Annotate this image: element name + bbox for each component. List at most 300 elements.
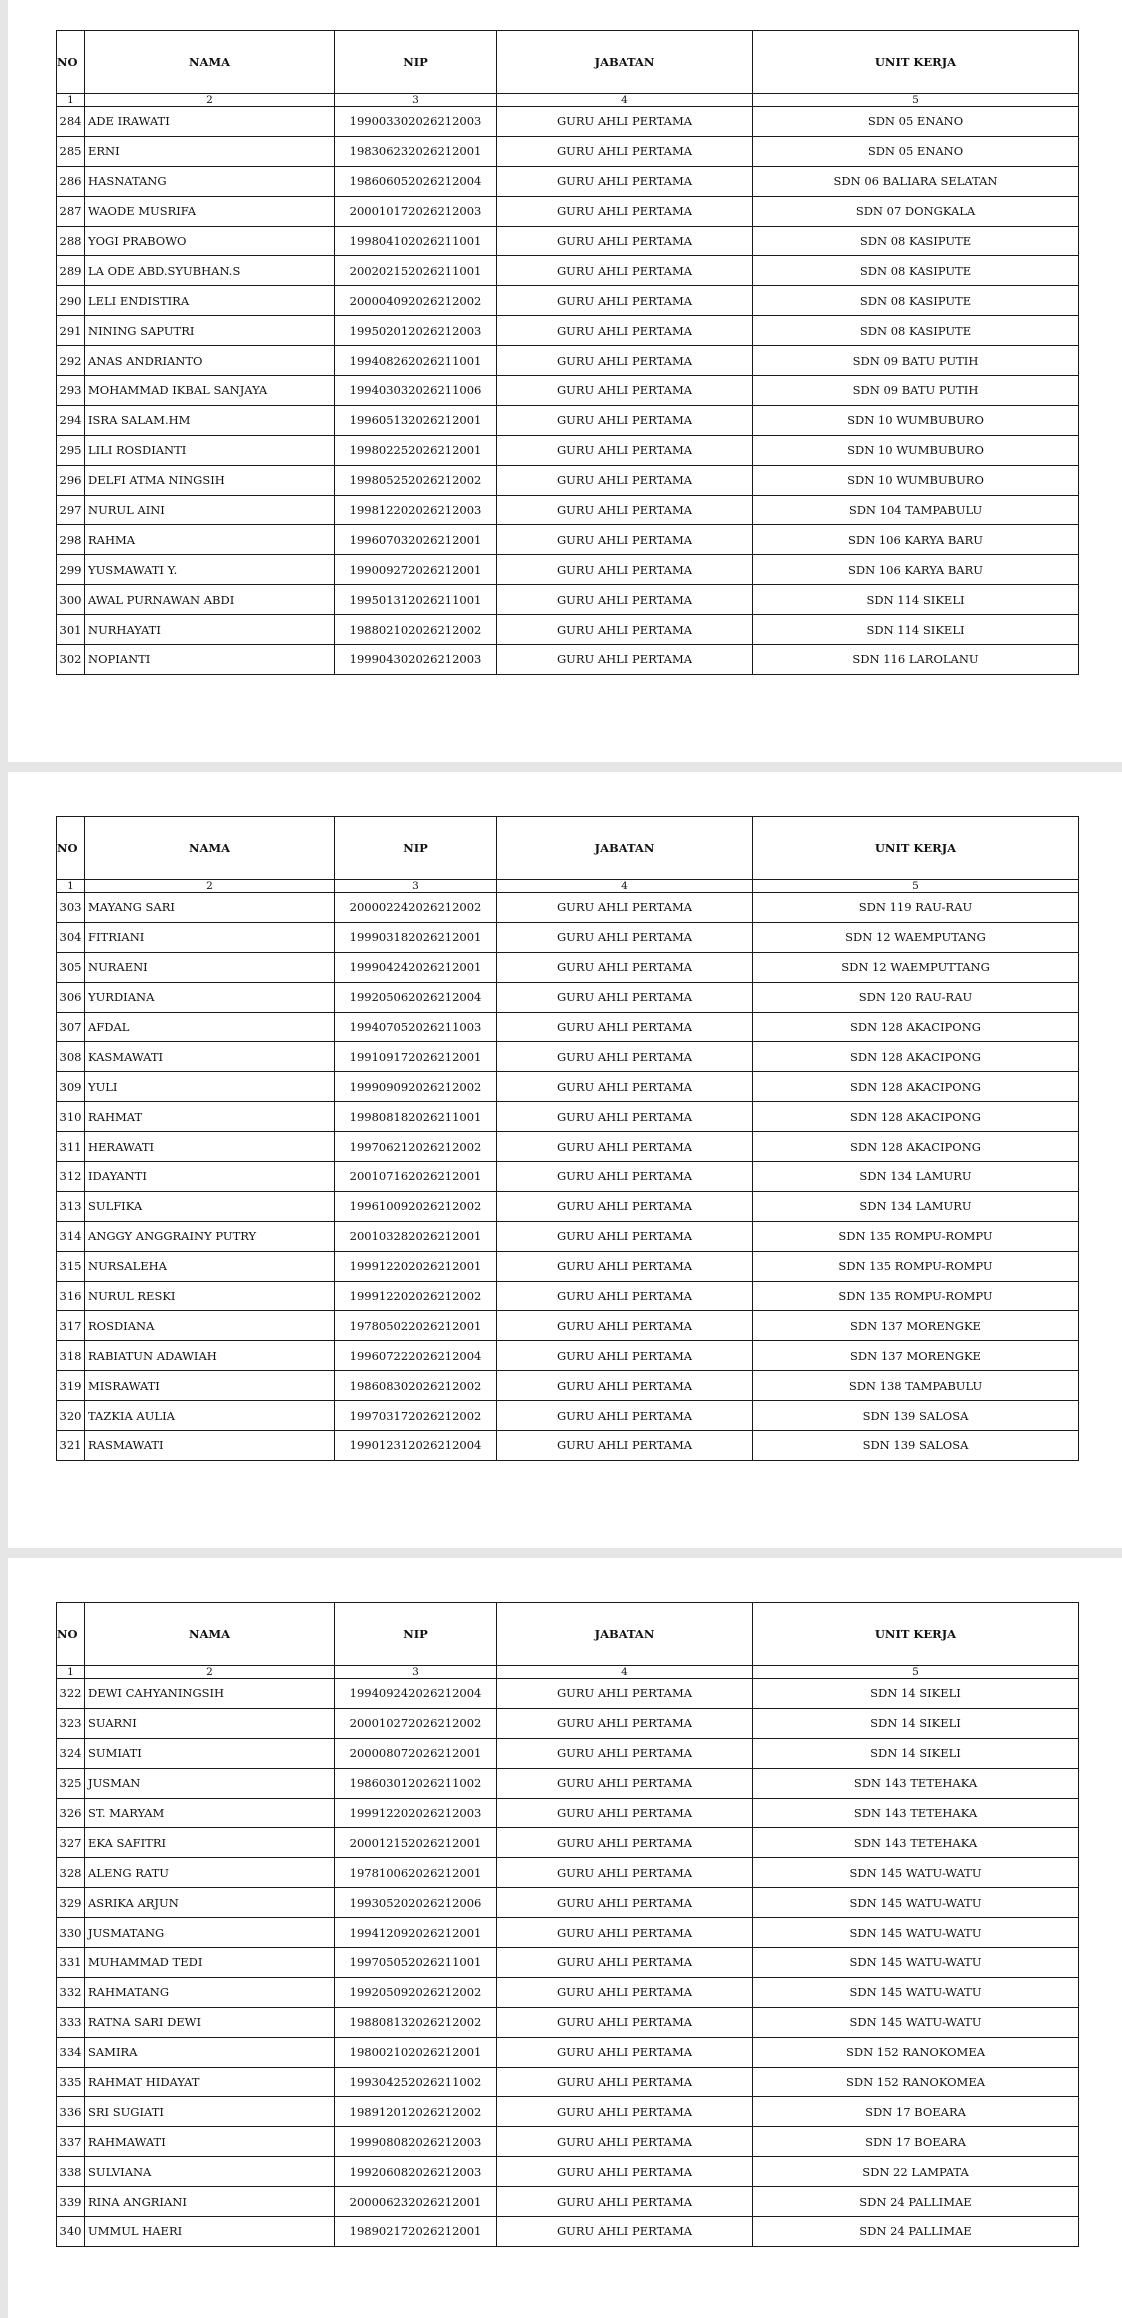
cell-unit-kerja: SDN 08 KASIPUTE xyxy=(753,316,1079,346)
cell-jabatan: GURU AHLI PERTAMA xyxy=(497,465,753,495)
column-number: 2 xyxy=(85,1666,335,1679)
cell-unit-kerja: SDN 145 WATU-WATU xyxy=(753,1918,1079,1948)
cell-jabatan: GURU AHLI PERTAMA xyxy=(497,1281,753,1311)
cell-nama: RATNA SARI DEWI xyxy=(85,2007,335,2037)
cell-nama: LA ODE ABD.SYUBHAN.S xyxy=(85,256,335,286)
cell-no: 293 xyxy=(57,376,85,406)
header-unit-kerja: UNIT KERJA xyxy=(753,31,1079,94)
cell-jabatan: GURU AHLI PERTAMA xyxy=(497,525,753,555)
cell-nip: 200006232026212001 xyxy=(335,2187,497,2217)
cell-nama: JUSMATANG xyxy=(85,1918,335,1948)
cell-nama: RABIATUN ADAWIAH xyxy=(85,1341,335,1371)
cell-nip: 200202152026211001 xyxy=(335,256,497,286)
cell-jabatan: GURU AHLI PERTAMA xyxy=(497,982,753,1012)
cell-jabatan: GURU AHLI PERTAMA xyxy=(497,2127,753,2157)
cell-nip: 199912202026212003 xyxy=(335,1798,497,1828)
cell-no: 339 xyxy=(57,2187,85,2217)
cell-nip: 200107162026212001 xyxy=(335,1162,497,1192)
table-row xyxy=(57,166,1079,196)
employee-table xyxy=(56,816,1079,1461)
cell-jabatan: GURU AHLI PERTAMA xyxy=(497,1918,753,1948)
cell-no: 314 xyxy=(57,1221,85,1251)
cell-jabatan: GURU AHLI PERTAMA xyxy=(497,1828,753,1858)
cell-nip: 199009272026212001 xyxy=(335,555,497,585)
column-number: 5 xyxy=(753,880,1079,893)
cell-nama: JUSMAN xyxy=(85,1768,335,1798)
table-row xyxy=(57,1918,1079,1948)
table-row xyxy=(57,893,1079,923)
cell-jabatan: GURU AHLI PERTAMA xyxy=(497,1888,753,1918)
header-no: NO xyxy=(57,817,85,880)
cell-unit-kerja: SDN 10 WUMBUBURO xyxy=(753,405,1079,435)
cell-jabatan: GURU AHLI PERTAMA xyxy=(497,2097,753,2127)
table-row xyxy=(57,316,1079,346)
table-row xyxy=(57,1311,1079,1341)
cell-no: 340 xyxy=(57,2217,85,2247)
header-nip: NIP xyxy=(335,31,497,94)
cell-nip: 199903182026212001 xyxy=(335,922,497,952)
cell-nip: 199206082026212003 xyxy=(335,2157,497,2187)
cell-unit-kerja: SDN 17 BOEARA xyxy=(753,2127,1079,2157)
column-number: 2 xyxy=(85,94,335,107)
cell-unit-kerja: SDN 137 MORENGKE xyxy=(753,1311,1079,1341)
table-row xyxy=(57,1012,1079,1042)
cell-no: 289 xyxy=(57,256,85,286)
cell-unit-kerja: SDN 09 BATU PUTIH xyxy=(753,346,1079,376)
cell-no: 310 xyxy=(57,1102,85,1132)
cell-nip: 200103282026212001 xyxy=(335,1221,497,1251)
column-number-row xyxy=(57,94,1079,107)
cell-no: 311 xyxy=(57,1132,85,1162)
cell-nama: ROSDIANA xyxy=(85,1311,335,1341)
cell-jabatan: GURU AHLI PERTAMA xyxy=(497,196,753,226)
cell-nip: 200002242026212002 xyxy=(335,893,497,923)
cell-unit-kerja: SDN 145 WATU-WATU xyxy=(753,1977,1079,2007)
cell-nip: 199808182026211001 xyxy=(335,1102,497,1132)
table-row xyxy=(57,2097,1079,2127)
cell-nip: 199502012026212003 xyxy=(335,316,497,346)
cell-jabatan: GURU AHLI PERTAMA xyxy=(497,2157,753,2187)
cell-nip: 198002102026212001 xyxy=(335,2037,497,2067)
cell-jabatan: GURU AHLI PERTAMA xyxy=(497,585,753,615)
cell-no: 292 xyxy=(57,346,85,376)
cell-nip: 199909092026212002 xyxy=(335,1072,497,1102)
header-nama: NAMA xyxy=(85,1603,335,1666)
table-row xyxy=(57,1679,1079,1709)
cell-nama: AFDAL xyxy=(85,1012,335,1042)
cell-unit-kerja: SDN 143 TETEHAKA xyxy=(753,1798,1079,1828)
table-row xyxy=(57,1768,1079,1798)
table-row xyxy=(57,376,1079,406)
table-row xyxy=(57,1888,1079,1918)
cell-jabatan: GURU AHLI PERTAMA xyxy=(497,615,753,645)
cell-no: 333 xyxy=(57,2007,85,2037)
cell-jabatan: GURU AHLI PERTAMA xyxy=(497,376,753,406)
cell-nama: MOHAMMAD IKBAL SANJAYA xyxy=(85,376,335,406)
table-row xyxy=(57,1042,1079,1072)
cell-nip: 200012152026212001 xyxy=(335,1828,497,1858)
cell-nama: ANAS ANDRIANTO xyxy=(85,346,335,376)
cell-no: 319 xyxy=(57,1371,85,1401)
cell-unit-kerja: SDN 128 AKACIPONG xyxy=(753,1042,1079,1072)
cell-no: 294 xyxy=(57,405,85,435)
cell-jabatan: GURU AHLI PERTAMA xyxy=(497,1431,753,1461)
cell-nama: YULI xyxy=(85,1072,335,1102)
cell-jabatan: GURU AHLI PERTAMA xyxy=(497,1042,753,1072)
cell-unit-kerja: SDN 07 DONGKALA xyxy=(753,196,1079,226)
table-row xyxy=(57,1371,1079,1401)
table-row xyxy=(57,136,1079,166)
cell-no: 305 xyxy=(57,952,85,982)
column-number-row xyxy=(57,1666,1079,1679)
table-row xyxy=(57,2067,1079,2097)
cell-unit-kerja: SDN 135 ROMPU-ROMPU xyxy=(753,1221,1079,1251)
cell-nama: NURSALEHA xyxy=(85,1251,335,1281)
cell-no: 312 xyxy=(57,1162,85,1192)
table-row xyxy=(57,2217,1079,2247)
cell-unit-kerja: SDN 08 KASIPUTE xyxy=(753,256,1079,286)
cell-unit-kerja: SDN 24 PALLIMAE xyxy=(753,2187,1079,2217)
header-nama: NAMA xyxy=(85,31,335,94)
table-row xyxy=(57,2187,1079,2217)
cell-nip: 199407052026211003 xyxy=(335,1012,497,1042)
cell-nip: 199205062026212004 xyxy=(335,982,497,1012)
cell-nama: DELFI ATMA NINGSIH xyxy=(85,465,335,495)
cell-unit-kerja: SDN 12 WAEMPUTTANG xyxy=(753,952,1079,982)
cell-jabatan: GURU AHLI PERTAMA xyxy=(497,2037,753,2067)
cell-no: 299 xyxy=(57,555,85,585)
cell-jabatan: GURU AHLI PERTAMA xyxy=(497,2067,753,2097)
cell-jabatan: GURU AHLI PERTAMA xyxy=(497,1371,753,1401)
cell-no: 327 xyxy=(57,1828,85,1858)
cell-nama: SAMIRA xyxy=(85,2037,335,2067)
cell-jabatan: GURU AHLI PERTAMA xyxy=(497,286,753,316)
cell-jabatan: GURU AHLI PERTAMA xyxy=(497,1708,753,1738)
cell-nama: SUARNI xyxy=(85,1708,335,1738)
cell-unit-kerja: SDN 145 WATU-WATU xyxy=(753,1948,1079,1978)
table-row xyxy=(57,585,1079,615)
cell-no: 291 xyxy=(57,316,85,346)
cell-unit-kerja: SDN 128 AKACIPONG xyxy=(753,1072,1079,1102)
cell-nama: FITRIANI xyxy=(85,922,335,952)
cell-no: 295 xyxy=(57,435,85,465)
cell-nama: ST. MARYAM xyxy=(85,1798,335,1828)
cell-nip: 199802252026212001 xyxy=(335,435,497,465)
cell-nip: 198902172026212001 xyxy=(335,2217,497,2247)
cell-nama: RAHMA xyxy=(85,525,335,555)
cell-nip: 199205092026212002 xyxy=(335,1977,497,2007)
cell-nip: 198306232026212001 xyxy=(335,136,497,166)
cell-nip: 198608302026212002 xyxy=(335,1371,497,1401)
cell-nama: ALENG RATU xyxy=(85,1858,335,1888)
cell-nama: NOPIANTI xyxy=(85,645,335,675)
cell-nama: TAZKIA AULIA xyxy=(85,1401,335,1431)
cell-jabatan: GURU AHLI PERTAMA xyxy=(497,893,753,923)
cell-no: 309 xyxy=(57,1072,85,1102)
table-row xyxy=(57,1162,1079,1192)
cell-unit-kerja: SDN 135 ROMPU-ROMPU xyxy=(753,1251,1079,1281)
table-row xyxy=(57,1431,1079,1461)
cell-nama: SRI SUGIATI xyxy=(85,2097,335,2127)
cell-no: 324 xyxy=(57,1738,85,1768)
table-row xyxy=(57,1708,1079,1738)
cell-nama: IDAYANTI xyxy=(85,1162,335,1192)
table-row xyxy=(57,1132,1079,1162)
cell-jabatan: GURU AHLI PERTAMA xyxy=(497,1401,753,1431)
cell-nama: ASRIKA ARJUN xyxy=(85,1888,335,1918)
table-row xyxy=(57,1948,1079,1978)
cell-nama: HASNATANG xyxy=(85,166,335,196)
cell-nama: LELI ENDISTIRA xyxy=(85,286,335,316)
cell-jabatan: GURU AHLI PERTAMA xyxy=(497,2217,753,2247)
cell-nama: NURHAYATI xyxy=(85,615,335,645)
table-row xyxy=(57,1341,1079,1371)
table-header-row xyxy=(57,1603,1079,1666)
table-row xyxy=(57,405,1079,435)
table-row xyxy=(57,1221,1079,1251)
cell-no: 318 xyxy=(57,1341,85,1371)
cell-unit-kerja: SDN 145 WATU-WATU xyxy=(753,1858,1079,1888)
cell-no: 322 xyxy=(57,1679,85,1709)
cell-jabatan: GURU AHLI PERTAMA xyxy=(497,1191,753,1221)
column-number: 2 xyxy=(85,880,335,893)
cell-no: 303 xyxy=(57,893,85,923)
cell-no: 323 xyxy=(57,1708,85,1738)
table-row xyxy=(57,615,1079,645)
table-row xyxy=(57,1798,1079,1828)
cell-jabatan: GURU AHLI PERTAMA xyxy=(497,1012,753,1042)
cell-nama: SUMIATI xyxy=(85,1738,335,1768)
column-number: 4 xyxy=(497,1666,753,1679)
cell-unit-kerja: SDN 143 TETEHAKA xyxy=(753,1828,1079,1858)
cell-unit-kerja: SDN 08 KASIPUTE xyxy=(753,286,1079,316)
cell-no: 334 xyxy=(57,2037,85,2067)
cell-nama: HERAWATI xyxy=(85,1132,335,1162)
cell-unit-kerja: SDN 10 WUMBUBURO xyxy=(753,435,1079,465)
cell-unit-kerja: SDN 120 RAU-RAU xyxy=(753,982,1079,1012)
table-row xyxy=(57,2007,1079,2037)
header-jabatan: JABATAN xyxy=(497,817,753,880)
column-number: 5 xyxy=(753,1666,1079,1679)
column-number-row xyxy=(57,880,1079,893)
cell-nip: 199812202026212003 xyxy=(335,495,497,525)
cell-no: 296 xyxy=(57,465,85,495)
cell-jabatan: GURU AHLI PERTAMA xyxy=(497,1311,753,1341)
cell-unit-kerja: SDN 10 WUMBUBURO xyxy=(753,465,1079,495)
cell-unit-kerja: SDN 116 LAROLANU xyxy=(753,645,1079,675)
header-unit-kerja: UNIT KERJA xyxy=(753,1603,1079,1666)
cell-jabatan: GURU AHLI PERTAMA xyxy=(497,435,753,465)
cell-no: 329 xyxy=(57,1888,85,1918)
column-number: 1 xyxy=(57,1666,85,1679)
cell-jabatan: GURU AHLI PERTAMA xyxy=(497,1251,753,1281)
cell-nama: RASMAWATI xyxy=(85,1431,335,1461)
cell-jabatan: GURU AHLI PERTAMA xyxy=(497,2007,753,2037)
table-row xyxy=(57,346,1079,376)
cell-no: 297 xyxy=(57,495,85,525)
cell-nama: ISRA SALAM.HM xyxy=(85,405,335,435)
cell-nama: RAHMAT xyxy=(85,1102,335,1132)
cell-nip: 199908082026212003 xyxy=(335,2127,497,2157)
cell-nama: SULVIANA xyxy=(85,2157,335,2187)
cell-nama: AWAL PURNAWAN ABDI xyxy=(85,585,335,615)
cell-nama: DEWI CAHYANINGSIH xyxy=(85,1679,335,1709)
header-unit-kerja: UNIT KERJA xyxy=(753,817,1079,880)
cell-no: 307 xyxy=(57,1012,85,1042)
cell-jabatan: GURU AHLI PERTAMA xyxy=(497,136,753,166)
cell-nama: UMMUL HAERI xyxy=(85,2217,335,2247)
cell-nama: SULFIKA xyxy=(85,1191,335,1221)
cell-nama: LILI ROSDIANTI xyxy=(85,435,335,465)
cell-no: 298 xyxy=(57,525,85,555)
cell-unit-kerja: SDN 139 SALOSA xyxy=(753,1431,1079,1461)
cell-nip: 197810062026212001 xyxy=(335,1858,497,1888)
cell-unit-kerja: SDN 05 ENANO xyxy=(753,107,1079,137)
cell-jabatan: GURU AHLI PERTAMA xyxy=(497,226,753,256)
cell-nama: KASMAWATI xyxy=(85,1042,335,1072)
cell-no: 287 xyxy=(57,196,85,226)
column-number: 3 xyxy=(335,1666,497,1679)
cell-nip: 200010272026212002 xyxy=(335,1708,497,1738)
cell-nama: RAHMAWATI xyxy=(85,2127,335,2157)
cell-jabatan: GURU AHLI PERTAMA xyxy=(497,346,753,376)
cell-no: 331 xyxy=(57,1948,85,1978)
cell-no: 337 xyxy=(57,2127,85,2157)
cell-unit-kerja: SDN 137 MORENGKE xyxy=(753,1341,1079,1371)
cell-nip: 200010172026212003 xyxy=(335,196,497,226)
cell-nip: 199409242026212004 xyxy=(335,1679,497,1709)
cell-jabatan: GURU AHLI PERTAMA xyxy=(497,1798,753,1828)
cell-no: 306 xyxy=(57,982,85,1012)
cell-unit-kerja: SDN 106 KARYA BARU xyxy=(753,555,1079,585)
cell-nip: 199912202026212002 xyxy=(335,1281,497,1311)
cell-unit-kerja: SDN 135 ROMPU-ROMPU xyxy=(753,1281,1079,1311)
cell-no: 338 xyxy=(57,2157,85,2187)
cell-unit-kerja: SDN 08 KASIPUTE xyxy=(753,226,1079,256)
table-row xyxy=(57,1251,1079,1281)
cell-no: 284 xyxy=(57,107,85,137)
cell-jabatan: GURU AHLI PERTAMA xyxy=(497,922,753,952)
table-row xyxy=(57,256,1079,286)
cell-no: 302 xyxy=(57,645,85,675)
cell-jabatan: GURU AHLI PERTAMA xyxy=(497,495,753,525)
cell-unit-kerja: SDN 14 SIKELI xyxy=(753,1738,1079,1768)
cell-no: 301 xyxy=(57,615,85,645)
cell-nip: 199408262026211001 xyxy=(335,346,497,376)
cell-unit-kerja: SDN 114 SIKELI xyxy=(753,615,1079,645)
header-jabatan: JABATAN xyxy=(497,1603,753,1666)
cell-unit-kerja: SDN 134 LAMURU xyxy=(753,1191,1079,1221)
cell-no: 321 xyxy=(57,1431,85,1461)
table-row xyxy=(57,922,1079,952)
cell-unit-kerja: SDN 145 WATU-WATU xyxy=(753,1888,1079,1918)
cell-nip: 200008072026212001 xyxy=(335,1738,497,1768)
cell-nip: 199607222026212004 xyxy=(335,1341,497,1371)
table-row xyxy=(57,196,1079,226)
cell-unit-kerja: SDN 152 RANOKOMEA xyxy=(753,2037,1079,2067)
table-row xyxy=(57,645,1079,675)
cell-nip: 199705052026211001 xyxy=(335,1948,497,1978)
header-nama: NAMA xyxy=(85,817,335,880)
cell-jabatan: GURU AHLI PERTAMA xyxy=(497,1162,753,1192)
cell-nama: YOGI PRABOWO xyxy=(85,226,335,256)
cell-no: 304 xyxy=(57,922,85,952)
cell-nama: MAYANG SARI xyxy=(85,893,335,923)
cell-unit-kerja: SDN 106 KARYA BARU xyxy=(753,525,1079,555)
cell-unit-kerja: SDN 152 RANOKOMEA xyxy=(753,2067,1079,2097)
table-row xyxy=(57,555,1079,585)
cell-unit-kerja: SDN 128 AKACIPONG xyxy=(753,1102,1079,1132)
cell-unit-kerja: SDN 12 WAEMPUTANG xyxy=(753,922,1079,952)
cell-unit-kerja: SDN 114 SIKELI xyxy=(753,585,1079,615)
header-no: NO xyxy=(57,1603,85,1666)
employee-table xyxy=(56,1602,1079,2247)
cell-jabatan: GURU AHLI PERTAMA xyxy=(497,166,753,196)
cell-nip: 199912202026212001 xyxy=(335,1251,497,1281)
cell-nama: NURUL AINI xyxy=(85,495,335,525)
table-row xyxy=(57,1977,1079,2007)
table-row xyxy=(57,982,1079,1012)
cell-nip: 199501312026211001 xyxy=(335,585,497,615)
column-number: 1 xyxy=(57,880,85,893)
cell-nip: 198606052026212004 xyxy=(335,166,497,196)
cell-jabatan: GURU AHLI PERTAMA xyxy=(497,2187,753,2217)
cell-jabatan: GURU AHLI PERTAMA xyxy=(497,952,753,982)
table-header-row xyxy=(57,31,1079,94)
cell-nip: 199610092026212002 xyxy=(335,1191,497,1221)
cell-nip: 198808132026212002 xyxy=(335,2007,497,2037)
cell-nip: 199904242026212001 xyxy=(335,952,497,982)
table-row xyxy=(57,1281,1079,1311)
cell-jabatan: GURU AHLI PERTAMA xyxy=(497,1858,753,1888)
cell-nip: 199706212026212002 xyxy=(335,1132,497,1162)
table-row xyxy=(57,495,1079,525)
cell-nip: 199805252026212002 xyxy=(335,465,497,495)
cell-jabatan: GURU AHLI PERTAMA xyxy=(497,1948,753,1978)
table-row xyxy=(57,1401,1079,1431)
cell-nip: 199605132026212001 xyxy=(335,405,497,435)
cell-nip: 199904302026212003 xyxy=(335,645,497,675)
cell-unit-kerja: SDN 134 LAMURU xyxy=(753,1162,1079,1192)
table-row xyxy=(57,2157,1079,2187)
cell-unit-kerja: SDN 09 BATU PUTIH xyxy=(753,376,1079,406)
cell-nama: RAHMAT HIDAYAT xyxy=(85,2067,335,2097)
column-number: 1 xyxy=(57,94,85,107)
table-row xyxy=(57,525,1079,555)
cell-jabatan: GURU AHLI PERTAMA xyxy=(497,1341,753,1371)
table-row xyxy=(57,435,1079,465)
document-page-2 xyxy=(8,772,1122,1548)
cell-unit-kerja: SDN 06 BALIARA SELATAN xyxy=(753,166,1079,196)
cell-no: 315 xyxy=(57,1251,85,1281)
cell-nama: WAODE MUSRIFA xyxy=(85,196,335,226)
cell-jabatan: GURU AHLI PERTAMA xyxy=(497,316,753,346)
cell-nama: NURAENI xyxy=(85,952,335,982)
cell-nip: 199703172026212002 xyxy=(335,1401,497,1431)
column-number: 3 xyxy=(335,880,497,893)
cell-nama: MISRAWATI xyxy=(85,1371,335,1401)
column-number: 5 xyxy=(753,94,1079,107)
table-row xyxy=(57,107,1079,137)
cell-nip: 199403032026211006 xyxy=(335,376,497,406)
cell-no: 320 xyxy=(57,1401,85,1431)
cell-no: 328 xyxy=(57,1858,85,1888)
table-row xyxy=(57,1858,1079,1888)
cell-unit-kerja: SDN 145 WATU-WATU xyxy=(753,2007,1079,2037)
cell-no: 290 xyxy=(57,286,85,316)
table-row xyxy=(57,2127,1079,2157)
cell-no: 286 xyxy=(57,166,85,196)
